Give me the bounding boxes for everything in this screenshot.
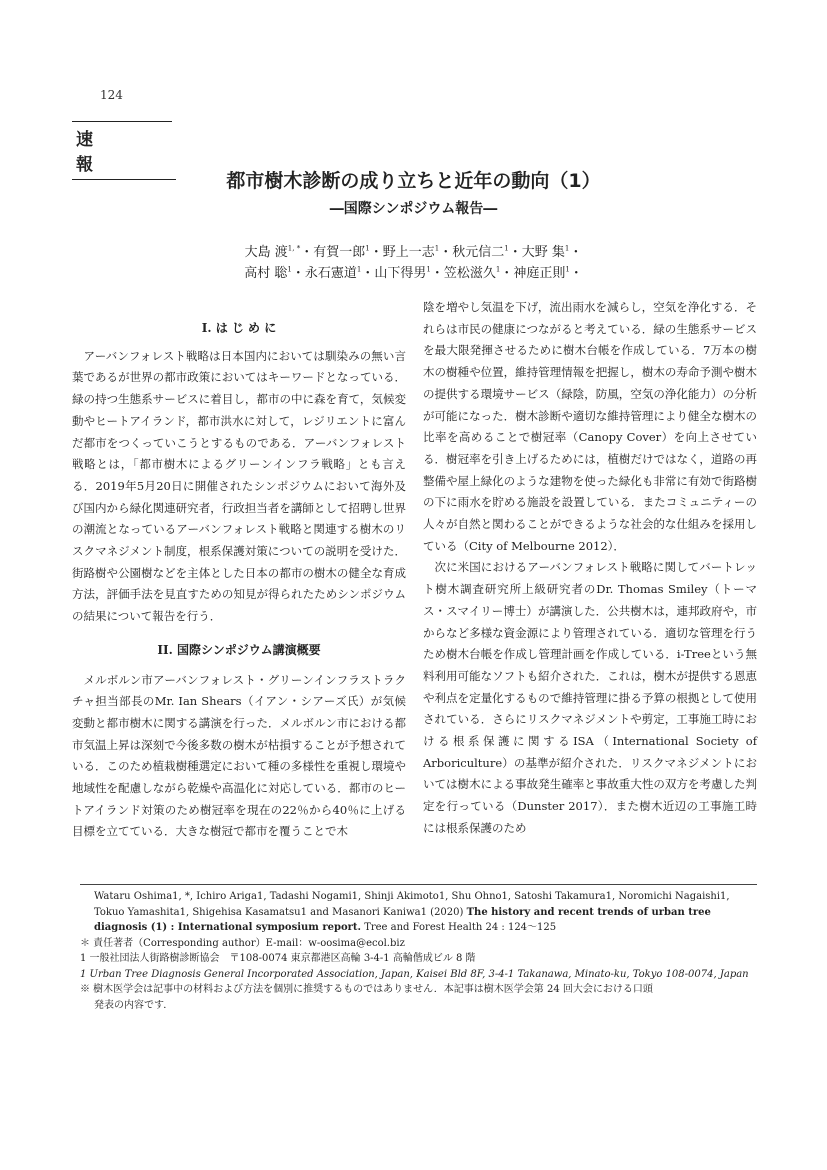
author-name: 笠松滋久 bbox=[443, 266, 496, 281]
author-affiliation-mark: 1 bbox=[434, 244, 440, 253]
author-line-1 bbox=[60, 241, 767, 260]
affiliation-japanese: 1 一般社団法人街路樹診断協会 〒108-0074 東京都港区高輪 3-4-1 高輪偕成ビル 8 階 bbox=[80, 953, 476, 964]
paragraph-overview: メルボルン市アーバンフォレスト・グリーンインフラストラクチャ担当部長のMr. Ian Shears（イアン・シアーズ氏）が気候変動と都市樹木に関する講演を行った．メルボルン市における都市気温上昇は深刻で今後多数の樹木が枯損することが予想されている．このため植栽樹種選定において種の多様性を重視し環境や地域性を配慮しながら乾燥や高温化に対応している．都市のヒートアイランド対策のため樹冠率を現在の22％から40％に上げる目標を立てている．大きな樹冠で都市を覆うことで木 bbox=[72, 672, 406, 839]
author-affiliation-mark: 1 bbox=[504, 244, 509, 253]
paragraph-introduction: アーバンフォレスト戦略は日本国内においては馴染みの無い言葉であるが世界の都市政策においてはキーワードとなっている．緑の持つ生態系サービスに着目し，都市の中に森を育て，気候変動やヒートアイランド，都市洪水に対して，レジリエントに富んだ都市をつくっていこうとするものである．アーバンフォレスト戦略とは，「都市樹木によるグリーンインフラ戦略」とも言える．2019年5月20日に開催されたシンポジウムにおいて海外及び国内から緑化関連研究者，行政担当者を講師として招聘し世界の潮流となっているアーバンフォレスト戦略と関連する樹木のリスクマネジメント制度，根系保護対策についての説明を受けた．街路樹や公園樹などを主体とした日本の都市の樹木の健全な育成方法，評価手法を見直すための知見が得られたためシンポジウムの結果について報告を行う． bbox=[72, 348, 406, 624]
author-separator: ・ bbox=[500, 266, 514, 281]
author-separator: ・ bbox=[300, 245, 314, 260]
author-separator: ・ bbox=[439, 245, 453, 260]
author-separator: ・ bbox=[508, 245, 522, 260]
author-name: 秋元信二 bbox=[452, 245, 505, 260]
author-name: 有賀一郎 bbox=[313, 245, 366, 260]
author-name: 神庭正則 bbox=[513, 266, 566, 281]
author-line-2 bbox=[60, 262, 767, 281]
citation-authors: Wataru Oshima1, *, Ichiro Ariga1, Tadashi Nogami1, Shinji Akimoto1, Shu Ohno1, Satoshi Takamura1, Noromichi Nagaishi1, Tokuo Yamashita1, Shigehisa Kasamatsu1 and Masanori Kaniwa1 (2020) bbox=[94, 891, 730, 918]
author-affiliation-mark: 1 bbox=[495, 265, 501, 274]
section-heading-overview: II. 国際シンポジウム講演概要 bbox=[157, 642, 321, 657]
author-name: 野上一志 bbox=[382, 245, 435, 260]
author-name: 大島 渡 bbox=[244, 245, 288, 260]
author-separator: ・ bbox=[369, 245, 383, 260]
author-name: 大野 集 bbox=[521, 245, 565, 260]
author-affiliation-mark: 1, * bbox=[287, 244, 301, 253]
author-affiliation-mark: 1 bbox=[365, 244, 370, 253]
footnotes bbox=[80, 884, 757, 1013]
corresponding-author: ＊ 責任著者（Corresponding author）E-mail：w-oosima@ecol.biz bbox=[80, 937, 405, 949]
affiliation-english: 1 Urban Tree Diagnosis General Incorporated Association, Japan, Kaisei Bld 8F, 3-4-1 Takanawa, Minato-ku, Tokyo 108-0074, Japan bbox=[80, 968, 749, 980]
citation-title: The history and recent trends of urban tree diagnosis (1) : International symposium report. bbox=[94, 906, 711, 933]
left-column bbox=[72, 318, 406, 843]
paragraph-usa: 次に米国におけるアーバンフォレスト戦略に関してバートレット樹木調査研究所上級研究者のDr. Thomas Smiley（トーマス・スマイリー博士）が講演した．公共樹木は，連邦政府や，市からなど多様な資金源により管理されている．適切な管理を行うため樹木台帳を作成し管理計画を作成している．i-Treeという無料利用可能なソフトも紹介された．これは，樹木が提供する恩恵や利点を定量化するもので維持管理に掛る予算の根拠として使用されている．さらにリスクマネジメントや剪定，工事施工時における根系保護に関するISA（International Society of Arboriculture）の基準が紹介された．リスクマネジメントにおいては樹木による事故発生確率と事故重大性の双方を考慮した判定を行っている（Dunster 2017）．また樹木近辺の工事施工時には根系保護のため bbox=[423, 560, 757, 835]
article-subtitle: ―国際シンポジウム報告― bbox=[329, 201, 498, 217]
author-name: 山下得男 bbox=[374, 266, 427, 281]
author-name: 永石憲道 bbox=[304, 266, 357, 281]
author-affiliation-mark: 1 bbox=[287, 265, 292, 274]
paragraph-melbourne-continued: 陰を増やし気温を下げ，流出雨水を減らし，空気を浄化する．それらは市民の健康につながると考えている．緑の生態系サービスを最大限発揮させるために樹木台帳を作成している．7万本の樹木の樹種や位置，維持管理情報を把握し，樹木の寿命予測や樹木の提供する環境サービス（緑陰，防風，空気の浄化能力）の分析が可能になった．樹木診断や適切な維持管理により健全な樹木の比率を高めることで樹冠率（Canopy Cover）を向上させている．樹冠率を引き上げるためには，植樹だけではなく，道路の再整備や屋上緑化のような建物を使った緑化も非常に有効で街路樹の下に雨水を貯める施設を設置している．またコミュニティーの人々が自然と関わることができるような社会的な仕組みを採用している（City of Melbourne 2012）． bbox=[423, 300, 757, 553]
author-separator: ・ bbox=[291, 266, 305, 281]
citation bbox=[80, 889, 757, 936]
article-title: 都市樹木診断の成り立ちと近年の動向（1） bbox=[226, 170, 601, 192]
page-number: 124 bbox=[100, 88, 123, 102]
citation-journal: Tree and Forest Health 24 : 124〜125 bbox=[364, 922, 557, 933]
author-separator: ・ bbox=[569, 245, 583, 260]
author-separator: ・ bbox=[569, 266, 583, 281]
author-affiliation-mark: 1 bbox=[564, 244, 570, 253]
author-affiliation-mark: 1 bbox=[356, 265, 362, 274]
right-column bbox=[423, 297, 757, 840]
section-heading-introduction: I. は じ め に bbox=[201, 321, 277, 335]
author-affiliation-mark: 1 bbox=[565, 265, 570, 274]
author-separator: ・ bbox=[361, 266, 375, 281]
author-name: 高村 聡 bbox=[244, 266, 288, 281]
author-separator: ・ bbox=[430, 266, 444, 281]
author-affiliation-mark: 1 bbox=[426, 265, 431, 274]
disclaimer-line-1: ※ 樹木医学会は記事中の材料および方法を個別に推奨するものではありません．本記事は樹木医学会第 24 回大会における口頭 bbox=[80, 984, 653, 995]
section-top-rule bbox=[72, 121, 172, 122]
section-label: 速 報 bbox=[72, 125, 176, 180]
disclaimer-line-2: 発表の内容です． bbox=[94, 999, 174, 1011]
